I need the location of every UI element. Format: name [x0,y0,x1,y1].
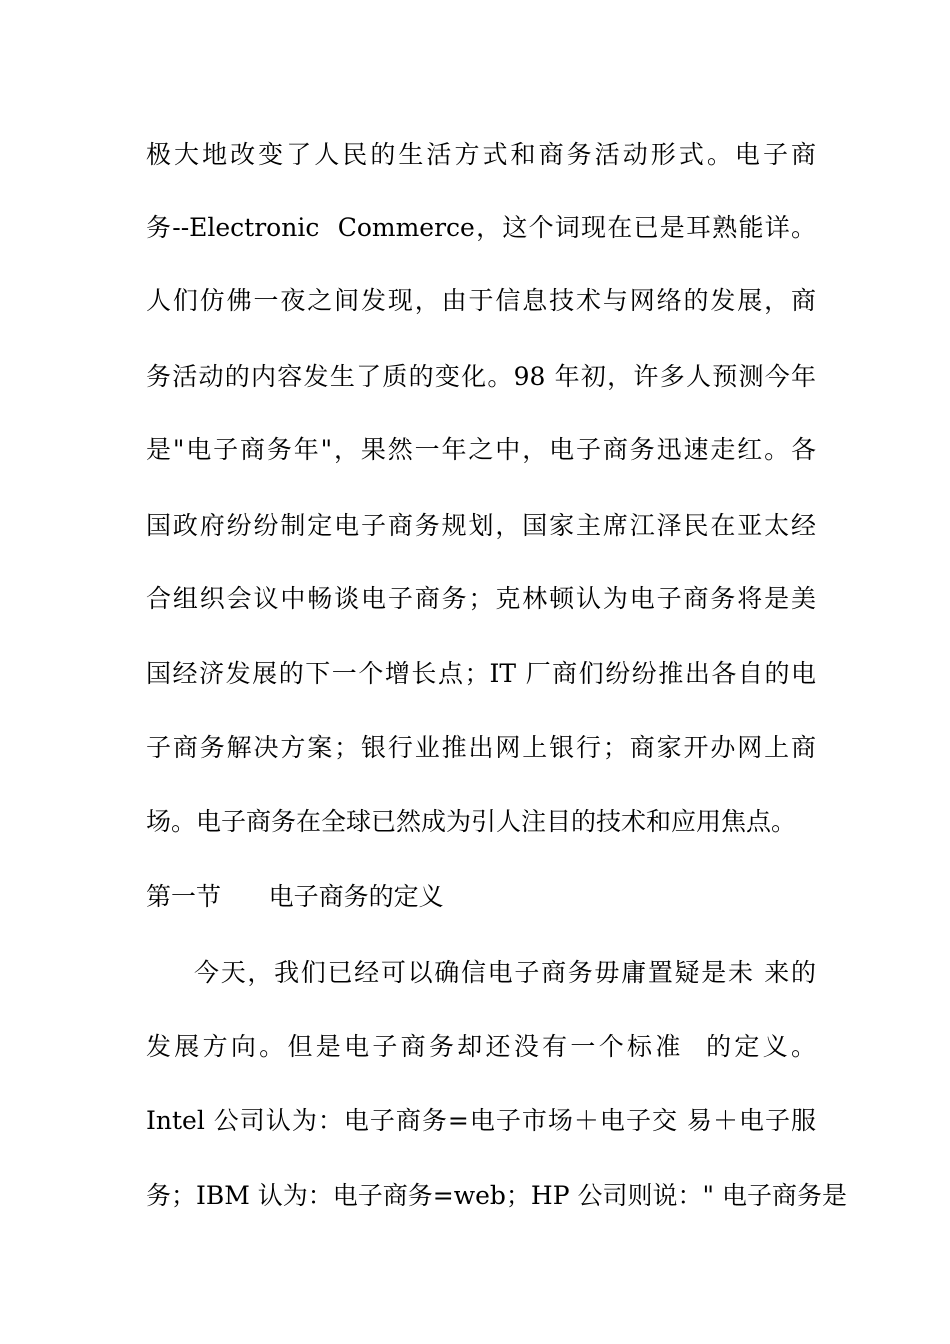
paragraph-line: Intel 公司认为：电子商务=电子市场＋电子交 易＋电子服 [146,1106,816,1135]
paragraph-line: 人们仿佛一夜之间发现，由于信息技术与网络的发展，商 [146,286,816,315]
paragraph-line: 国经济发展的下一个增长点；IT 厂商们纷纷推出各自的电 [146,659,816,688]
paragraph-line: 国政府纷纷制定电子商务规划，国家主席江泽民在亚太经 [146,511,816,540]
paragraph-line: 是"电子商务年"，果然一年之中，电子商务迅速走红。各 [146,435,816,464]
paragraph-line: 务--Electronic Commerce，这个词现在已是耳熟能详。 [146,213,816,242]
paragraph-line: 今天，我们已经可以确信电子商务毋庸置疑是未 来的 [194,958,816,987]
paragraph-line: 务；IBM 认为：电子商务=web；HP 公司则说：" 电子商务是 [146,1181,847,1210]
paragraph-line: 场。电子商务在全球已然成为引人注目的技术和应用焦点。 [146,807,797,836]
paragraph-line: 发展方向。但是电子商务却还没有一个标准 的定义。 [146,1032,816,1061]
paragraph-line: 极大地改变了人民的生活方式和商务活动形式。电子商 [146,140,816,169]
paragraph-line: 务活动的内容发生了质的变化。98 年初，许多人预测今年 [146,362,816,391]
section-heading: 第一节 电子商务的定义 [146,882,444,911]
paragraph-line: 合组织会议中畅谈电子商务；克林顿认为电子商务将是美 [146,584,816,613]
paragraph-line: 子商务解决方案；银行业推出网上银行；商家开办网上商 [146,733,816,762]
